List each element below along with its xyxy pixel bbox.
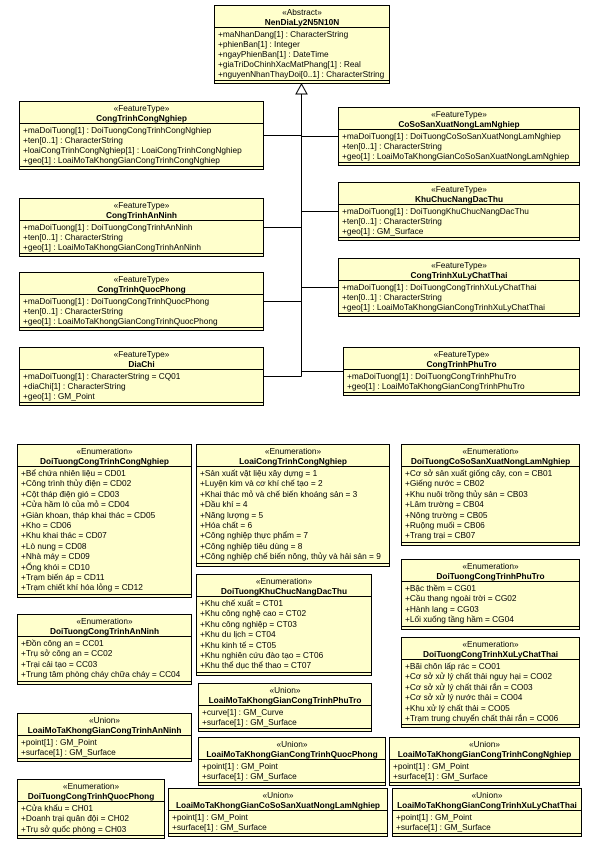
attribute-compartment xyxy=(18,467,191,595)
attribute-compartment xyxy=(344,370,579,393)
class-box-dia-chi xyxy=(19,347,264,406)
attribute-row: +Khu du lịch = CT04 xyxy=(200,629,276,640)
attribute-row: +geo[1] : GM_Point xyxy=(23,391,95,401)
attribute-row: +maDoiTuong[1] : DoiTuongCongTrinhAnNinh xyxy=(23,222,193,232)
attribute-row: +Giàn khoan, tháp khai thác = CD05 xyxy=(21,509,156,520)
class-stereotype: «Union» xyxy=(269,685,301,695)
operation-compartment xyxy=(18,836,164,838)
attribute-row: +phienBan[1] : Integer xyxy=(218,39,300,49)
attribute-row: +Lò nung = CD08 xyxy=(21,540,87,551)
attribute-row: +Cầu thang ngoài trời = CG02 xyxy=(405,593,517,604)
class-name: KhuChucNangDacThu xyxy=(414,194,504,204)
attribute-row: +maDoiTuong[1] : CharacterString = CQ01 xyxy=(23,371,181,381)
class-stereotype: «FeatureType» xyxy=(113,349,170,359)
attribute-row: +surface[1] : GM_Surface xyxy=(21,747,116,757)
attribute-row: +Cơ sở xử lý chất thải rắn = CO03 xyxy=(405,681,533,692)
class-name: NenDiaLy2N5N10N xyxy=(264,17,340,27)
attribute-row: +geo[1] : LoaiMoTaKhongGianCongTrinhPhuTro xyxy=(347,381,525,391)
class-box-khu-chuc-nang-dac-thu xyxy=(338,182,580,241)
attribute-compartment xyxy=(215,28,389,81)
union-box-cong-trinh-cong-nghiep xyxy=(389,737,580,786)
class-stereotype: «FeatureType» xyxy=(431,184,487,194)
attribute-row: +ten[0..1] : CharacterString xyxy=(23,306,123,316)
attribute-row: +Khu xử lý chất thải = CO05 xyxy=(405,702,510,713)
class-stereotype: «Enumeration» xyxy=(76,446,133,456)
class-header xyxy=(393,789,581,811)
class-stereotype: «Union» xyxy=(469,739,500,749)
attribute-compartment xyxy=(20,124,263,167)
class-name: DoiTuongCongTrinhAnNinh xyxy=(49,626,160,636)
attribute-row: +Lối xuống tầng hầm = CG04 xyxy=(405,614,514,625)
union-box-cong-trinh-an-ninh xyxy=(17,713,192,762)
attribute-row: +geo[1] : LoaiMoTaKhongGianCongTrinhXuLyChatThai xyxy=(342,302,546,312)
class-name: DoiTuongCongTrinhCongNghiep xyxy=(40,456,169,466)
class-header xyxy=(20,273,263,295)
operation-compartment xyxy=(215,81,389,83)
class-stereotype: «Union» xyxy=(262,790,294,800)
operation-compartment xyxy=(199,783,385,785)
class-header xyxy=(20,348,263,370)
attribute-row: +Cơ sở sản xuất giống cây, con = CB01 xyxy=(405,468,553,478)
attribute-row: +loaiCongTrinhCongNghiep[1] : LoaiCongTrinhCongNghiep xyxy=(23,145,242,155)
attribute-row: +Khu nghiên cứu đào tạo = CT06 xyxy=(200,650,324,661)
attribute-compartment xyxy=(339,130,579,163)
operation-compartment xyxy=(169,834,387,836)
operation-compartment xyxy=(339,163,579,165)
attribute-compartment xyxy=(393,811,581,834)
attribute-row: +Khu nuôi trồng thủy sản = CB03 xyxy=(405,488,528,499)
class-stereotype: «FeatureType» xyxy=(113,274,170,284)
attribute-row: +geo[1] : LoaiMoTaKhongGianCoSoSanXuatNongLamNghiep xyxy=(342,151,570,161)
class-header xyxy=(402,638,579,660)
attribute-row: +Khu chế xuất = CT01 xyxy=(200,598,284,608)
class-name: CongTrinhAnNinh xyxy=(106,210,177,220)
attribute-row: +curve[1] : GM_Curve xyxy=(202,707,284,717)
class-stereotype: «Enumeration» xyxy=(462,561,519,571)
attribute-compartment xyxy=(199,760,385,783)
attribute-compartment xyxy=(199,706,371,729)
class-stereotype: «Enumeration» xyxy=(76,616,133,626)
attribute-row: +Cột tháp điện gió = CD03 xyxy=(21,488,120,499)
attribute-row: +Khu kinh tế = CT05 xyxy=(200,639,277,650)
operation-compartment xyxy=(344,393,579,395)
attribute-row: +giaTriDoChinhXacMatPhang[1] : Real xyxy=(218,59,361,69)
attribute-row: +ten[0..1] : CharacterString xyxy=(23,135,123,145)
attribute-compartment xyxy=(20,370,263,403)
attribute-row: +Trạm trung chuyển chất thải rắn = CO06 xyxy=(405,713,559,724)
attribute-row: +Khu thể dục thể thao = CT07 xyxy=(200,660,312,671)
attribute-compartment xyxy=(402,467,579,543)
attribute-row: +Công nghiệp thực phẩm = 7 xyxy=(200,530,308,541)
union-box-co-so-san-xuat xyxy=(168,788,388,837)
attribute-row: +Ruộng muối = CB06 xyxy=(405,520,485,531)
class-stereotype: «Union» xyxy=(276,739,308,749)
class-header xyxy=(18,714,191,736)
enum-box-doi-tuong-cong-trinh-xu-ly xyxy=(401,637,580,728)
class-header xyxy=(20,199,263,221)
attribute-row: +Khu khai thác = CD07 xyxy=(21,530,107,541)
attribute-row: +Nhà máy = CD09 xyxy=(21,551,90,562)
attribute-row: +Đồn công an = CC01 xyxy=(21,638,104,648)
enum-box-doi-tuong-cong-trinh-quoc-phong xyxy=(17,779,165,839)
attribute-row: +Khai thác mỏ và chế biến khoáng sản = 3 xyxy=(200,488,358,499)
class-stereotype: «Enumeration» xyxy=(255,576,313,586)
attribute-row: +Trại cải tạo = CC03 xyxy=(21,658,98,669)
attribute-row: +geo[1] : LoaiMoTaKhongGianCongTrinhAnNinh xyxy=(23,242,201,252)
class-header xyxy=(390,738,579,760)
attribute-row: +maDoiTuong[1] : DoiTuongCongTrinhCongNghiep xyxy=(23,125,212,135)
attribute-row: +Trạm biến áp = CD11 xyxy=(21,572,105,583)
union-box-cong-trinh-phu-tro xyxy=(198,683,372,732)
enum-box-doi-tuong-cong-trinh-phu-tro xyxy=(401,559,580,630)
attribute-row: +point[1] : GM_Point xyxy=(21,737,97,747)
class-name: CongTrinhQuocPhong xyxy=(97,284,186,294)
attribute-row: +Trang trại = CB07 xyxy=(405,530,476,541)
class-stereotype: «Enumeration» xyxy=(462,446,519,456)
attribute-row: +Lâm trường = CB04 xyxy=(405,499,484,510)
class-header xyxy=(344,348,579,370)
attribute-row: +Cửa khẩu = CH01 xyxy=(21,803,93,813)
enum-box-doi-tuong-khu-chuc-nang xyxy=(196,574,372,676)
attribute-compartment xyxy=(197,467,389,564)
class-name: LoaiMoTaKhongGianCoSoSanXuatNongLamNghiep xyxy=(175,800,381,810)
operation-compartment xyxy=(393,834,581,836)
attribute-row: +maDoiTuong[1] : DoiTuongCongTrinhXuLyChatThai xyxy=(342,282,537,292)
attribute-row: +surface[1] : GM_Surface xyxy=(202,717,297,727)
attribute-row: +point[1] : GM_Point xyxy=(393,761,469,771)
class-name: CoSoSanXuatNongLamNghiep xyxy=(398,119,520,129)
attribute-compartment xyxy=(390,760,579,783)
class-name: DoiTuongCoSoSanXuatNongLamNghiep xyxy=(410,456,571,466)
operation-compartment xyxy=(339,314,579,316)
class-stereotype: «FeatureType» xyxy=(113,103,170,113)
operation-compartment xyxy=(18,682,191,684)
attribute-row: +Khu công nghệ cao = CT02 xyxy=(200,608,307,619)
operation-compartment xyxy=(20,254,263,256)
generalization-arrowhead-icon xyxy=(296,84,307,94)
attribute-row: +Luyện kim và cơ khí chế tạo = 2 xyxy=(200,478,323,489)
class-header xyxy=(199,738,385,760)
attribute-compartment xyxy=(402,582,579,627)
operation-compartment xyxy=(20,403,263,405)
class-box-cong-trinh-phu-tro xyxy=(343,347,580,396)
operation-compartment xyxy=(197,564,389,566)
attribute-compartment xyxy=(20,221,263,254)
attribute-row: +Cơ sở xử lý chất thải nguy hại = CO02 xyxy=(405,671,552,682)
attribute-row: +geo[1] : LoaiMoTaKhongGianCongTrinhCongNghiep xyxy=(23,155,220,165)
attribute-row: +maDoiTuong[1] : DoiTuongCongTrinhQuocPhong xyxy=(23,296,210,306)
class-header xyxy=(18,445,191,467)
attribute-row: +Công trình thủy điện = CD02 xyxy=(21,478,132,489)
class-stereotype: «FeatureType» xyxy=(433,349,490,359)
attribute-row: +Công nghiệp chế biến nông, thủy và hải sản = 9 xyxy=(200,551,381,562)
class-stereotype: «Union» xyxy=(89,715,120,725)
attribute-compartment xyxy=(20,295,263,328)
operation-compartment xyxy=(18,595,191,597)
class-name: LoaiCongTrinhCongNghiep xyxy=(239,456,347,466)
attribute-row: +ten[0..1] : CharacterString xyxy=(342,141,442,151)
attribute-compartment xyxy=(402,660,579,725)
attribute-compartment xyxy=(339,205,579,238)
attribute-compartment xyxy=(18,736,191,759)
class-header xyxy=(197,575,371,597)
enum-box-doi-tuong-cong-trinh-an-ninh xyxy=(17,614,192,685)
attribute-compartment xyxy=(18,637,191,682)
attribute-row: +Bậc thềm = CG01 xyxy=(405,583,477,593)
attribute-row: +Ống khói = CD10 xyxy=(21,561,90,572)
attribute-row: +surface[1] : GM_Surface xyxy=(396,822,491,832)
attribute-row: +Giếng nước = CB02 xyxy=(405,478,485,489)
class-stereotype: «Enumeration» xyxy=(62,781,120,791)
class-box-cong-trinh-quoc-phong xyxy=(19,272,264,331)
attribute-row: +point[1] : GM_Point xyxy=(202,761,278,771)
class-header xyxy=(197,445,389,467)
attribute-row: +Nông trường = CB05 xyxy=(405,509,488,520)
enum-box-doi-tuong-cong-trinh-cong-nghiep xyxy=(17,444,192,598)
class-header xyxy=(339,108,579,130)
union-box-cong-trinh-xu-ly xyxy=(392,788,582,837)
class-header xyxy=(215,6,389,28)
class-name: DoiTuongCongTrinhQuocPhong xyxy=(27,791,155,801)
class-box-nen-dia-ly-2n5n10n xyxy=(214,5,390,84)
class-name: CongTrinhXuLyChatThai xyxy=(410,270,508,280)
operation-compartment xyxy=(390,783,579,785)
operation-compartment xyxy=(402,543,579,545)
class-header xyxy=(402,445,579,467)
attribute-row: +maDoiTuong[1] : DoiTuongCoSoSanXuatNongLamNghiep xyxy=(342,131,561,141)
operation-compartment xyxy=(199,729,371,731)
class-header xyxy=(169,789,387,811)
attribute-row: +Bể chứa nhiên liệu = CD01 xyxy=(21,468,126,478)
operation-compartment xyxy=(18,759,191,761)
attribute-row: +ngayPhienBan[1] : DateTime xyxy=(218,49,329,59)
class-stereotype: «Enumeration» xyxy=(462,639,519,649)
attribute-row: +ten[0..1] : CharacterString xyxy=(342,216,442,226)
class-stereotype: «FeatureType» xyxy=(431,260,487,270)
attribute-row: +point[1] : GM_Point xyxy=(172,812,248,822)
class-name: CongTrinhPhuTro xyxy=(426,359,497,369)
attribute-row: +surface[1] : GM_Surface xyxy=(393,771,488,781)
class-header xyxy=(20,102,263,124)
attribute-row: +Trạm chiết khí hóa lỏng = CD12 xyxy=(21,582,143,593)
attribute-row: +maDoiTuong[1] : DoiTuongKhuChucNangDacThu xyxy=(342,206,529,216)
attribute-row: +Kho = CD06 xyxy=(21,520,72,531)
class-box-cong-trinh-cong-nghiep xyxy=(19,101,264,170)
class-header xyxy=(18,615,191,637)
class-header xyxy=(339,259,579,281)
union-box-cong-trinh-quoc-phong xyxy=(198,737,386,786)
attribute-row: +diaChi[1] : CharacterString xyxy=(23,381,126,391)
enum-box-loai-cong-trinh-cong-nghiep xyxy=(196,444,390,567)
attribute-row: +Năng lượng = 5 xyxy=(200,509,264,520)
class-name: LoaiMoTaKhongGianCongTrinhCongNghiep xyxy=(397,749,572,759)
class-stereotype: «Abstract» xyxy=(282,7,322,17)
attribute-row: +surface[1] : GM_Surface xyxy=(202,771,297,781)
class-header xyxy=(339,183,579,205)
attribute-compartment xyxy=(197,597,371,673)
attribute-row: +Công nghiệp tiêu dùng = 8 xyxy=(200,540,303,551)
enum-box-doi-tuong-co-so-san-xuat xyxy=(401,444,580,546)
attribute-row: +Hành lang = CG03 xyxy=(405,603,479,614)
attribute-row: +Trung tâm phòng cháy chữa cháy = CC04 xyxy=(21,669,181,680)
operation-compartment xyxy=(339,238,579,240)
class-name: LoaiMoTaKhongGianCongTrinhQuocPhong xyxy=(206,749,378,759)
class-name: CongTrinhCongNghiep xyxy=(96,113,187,123)
attribute-row: +maDoiTuong[1] : DoiTuongCongTrinhPhuTro xyxy=(347,371,517,381)
class-stereotype: «FeatureType» xyxy=(113,200,170,210)
class-box-co-so-san-xuat-nong-lam-nghiep xyxy=(338,107,580,166)
class-box-cong-trinh-an-ninh xyxy=(19,198,264,257)
class-name: DoiTuongCongTrinhPhuTro xyxy=(436,571,545,581)
operation-compartment xyxy=(402,627,579,629)
class-header xyxy=(199,684,371,706)
attribute-compartment xyxy=(339,281,579,314)
attribute-row: +Hóa chất = 6 xyxy=(200,520,253,531)
attribute-row: +Cửa hầm lò của mỏ = CD04 xyxy=(21,499,130,510)
attribute-row: +Doanh trại quân đội = CH02 xyxy=(21,813,129,824)
class-name: DoiTuongKhuChucNangDacThu xyxy=(220,586,348,596)
operation-compartment xyxy=(402,725,579,727)
attribute-compartment xyxy=(169,811,387,834)
attribute-row: +Dầu khí = 4 xyxy=(200,499,248,510)
operation-compartment xyxy=(20,167,263,169)
class-name: LoaiMoTaKhongGianCongTrinhPhuTro xyxy=(208,695,362,705)
attribute-row: +surface[1] : GM_Surface xyxy=(172,822,267,832)
class-header xyxy=(18,780,164,802)
attribute-row: +ten[0..1] : CharacterString xyxy=(342,292,442,302)
class-box-cong-trinh-xu-ly-chat-thai xyxy=(338,258,580,317)
attribute-row: +point[1] : GM_Point xyxy=(396,812,472,822)
attribute-row: +maNhanDang[1] : CharacterString xyxy=(218,29,349,39)
class-header xyxy=(402,560,579,582)
operation-compartment xyxy=(197,673,371,675)
attribute-row: +Trụ sở quốc phòng = CH03 xyxy=(21,823,127,834)
attribute-row: +geo[1] : LoaiMoTaKhongGianCongTrinhQuocPhong xyxy=(23,316,218,326)
attribute-row: +geo[1] : GM_Surface xyxy=(342,226,424,236)
attribute-row: +Bãi chôn lấp rác = CO01 xyxy=(405,661,501,671)
class-name: LoaiMoTaKhongGianCongTrinhXuLyChatThai xyxy=(397,800,577,810)
attribute-row: +ten[0..1] : CharacterString xyxy=(23,232,123,242)
class-name: DoiTuongCongTrinhXuLyChatThai xyxy=(422,649,559,659)
class-stereotype: «Enumeration» xyxy=(264,446,322,456)
attribute-row: +Sản xuất vật liệu xây dựng = 1 xyxy=(200,468,318,478)
class-name: DiaChi xyxy=(128,359,155,369)
class-stereotype: «FeatureType» xyxy=(431,109,487,119)
attribute-compartment xyxy=(18,802,164,836)
attribute-row: +nguyenNhanThayDoi[0..1] : CharacterString xyxy=(218,69,385,79)
attribute-row: +Trụ sở công an = CC02 xyxy=(21,648,113,659)
class-name: LoaiMoTaKhongGianCongTrinhAnNinh xyxy=(27,725,182,735)
attribute-row: +Cơ sở xử lý nước thải = CO04 xyxy=(405,692,523,703)
operation-compartment xyxy=(20,328,263,330)
attribute-row: +Khu công nghiệp = CT03 xyxy=(200,618,297,629)
class-stereotype: «Union» xyxy=(471,790,503,800)
